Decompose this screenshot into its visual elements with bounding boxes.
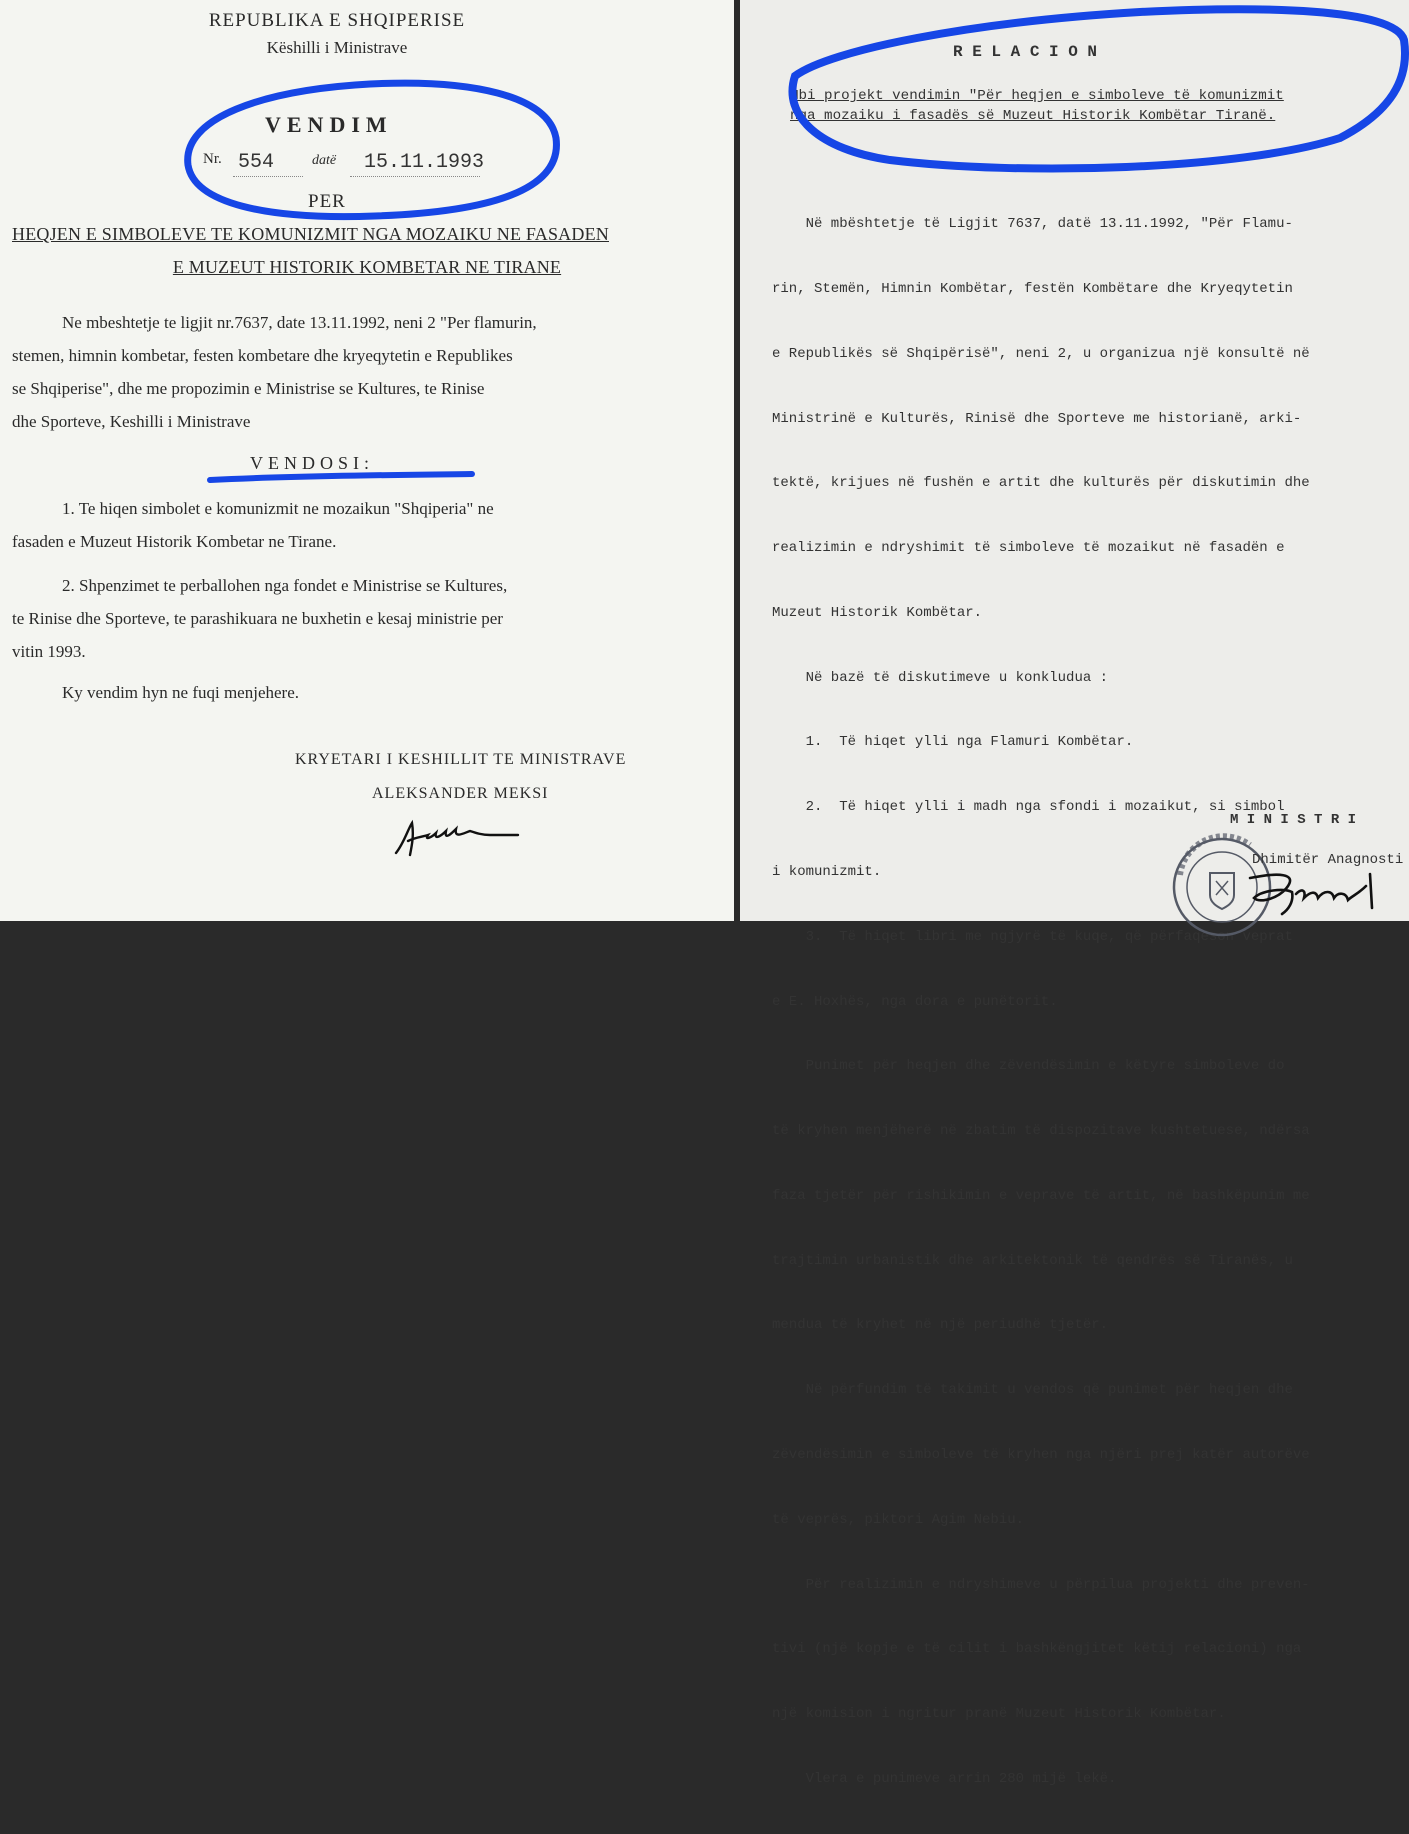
preamble-line: se Shqiperise", dhe me propozimin e Ministrise se Kultures, te Rinise (12, 379, 485, 398)
subject-line-1: HEQJEN E SIMBOLEVE TE KOMUNIZMIT NGA MOZAIKU NE FASADEN (12, 224, 609, 244)
subject-line-2: E MUZEUT HISTORIK KOMBETAR NE TIRANE (172, 257, 562, 277)
signatory-title: KRYETARI I KESHILLIT TE MINISTRAVE (295, 751, 627, 768)
body-line: 2. Të hiqet ylli i madh nga sfondi i mozaikut, si simbol (772, 799, 1285, 816)
date-value: 15.11.1993 (364, 151, 485, 174)
republic-header: REPUBLIKA E SHQIPERISE (208, 10, 466, 31)
nr-label: Nr. (203, 151, 222, 167)
body-line: mendua të kryhet në një periudhë tjetër. (772, 1317, 1109, 1334)
body-line: Punimet për heqjen dhe zëvendësimin e këtyre simboleve do (772, 1058, 1285, 1075)
body-line: tektë, krijues në fushën e artit dhe kulturës për diskutimin dhe (772, 475, 1310, 492)
underline-annotation (210, 474, 472, 480)
vendosi-heading: VENDOSI: (250, 453, 374, 473)
body-line: trajtimin urbanistik dhe arkitektonik të qendrës së Tiranës, u (772, 1252, 1293, 1269)
council-header: Këshilli i Ministrave (266, 38, 408, 57)
body-line: Vlera e punimeve arrin 280 mijë lekë. (772, 1770, 1117, 1787)
point-1 (12, 492, 736, 558)
relacion-subject-line-2: nga mozaiku i fasadës së Muzeut Historik Kombëtar Tiranë. (790, 108, 1276, 124)
minister-name: Dhimitër Anagnosti (1252, 852, 1404, 868)
body-line: Në përfundim të takimit u vendos që punimet për heqjen dhe (772, 1382, 1293, 1399)
body-line: Në bazë të diskutimeve u konkludua : (772, 669, 1109, 686)
body-line: Ministrinë e Kulturës, Rinisë dhe Sporteve me historianë, arki- (772, 410, 1302, 427)
body-line: e Republikës së Shqipërisë", neni 2, u organizua një konsultë në (772, 345, 1310, 362)
vendim-title: VENDIM (265, 112, 393, 137)
nr-dotted-line (233, 176, 303, 177)
relacion-title: R E L A C I O N (953, 43, 1098, 61)
nr-value: 554 (238, 151, 275, 174)
body-line: i komunizmit. (772, 864, 882, 880)
body-line: realizimin e ndryshimit të simboleve të mozaikut në fasadën e (772, 540, 1285, 557)
body-line: zëvendësimin e simboleve të kryhen nga njëri prej katër autorëve (772, 1447, 1310, 1464)
anagnosti-signature (1240, 868, 1380, 921)
relacion-document (740, 0, 1409, 1787)
point-2 (12, 569, 736, 668)
point-line: vitin 1993. (12, 642, 86, 661)
meksi-signature (390, 815, 530, 860)
body-line: një komision i ngritur pranë Muzeut Historik Kombëtar. (772, 1706, 1226, 1723)
point-line: 2. Shpenzimet te perballohen nga fondet e Ministrise se Kultures, (62, 576, 508, 595)
relacion-subject-line-1: Mbi projekt vendimin "Për heqjen e simboleve të komunizmit (790, 88, 1284, 104)
body-line: rin, Stemën, Himnin Kombëtar, festën Kombëtare dhe Kryeqytetin (772, 280, 1293, 297)
signatory-name: ALEKSANDER MEKSI (372, 785, 549, 802)
circle-annotation (188, 83, 557, 216)
relacion-body (772, 171, 1310, 1834)
point-line: fasaden e Muzeut Historik Kombetar ne Tirane. (12, 532, 337, 551)
body-line: Në mbështetje të Ligjit 7637, datë 13.11.1992, "Për Flamu- (772, 216, 1293, 233)
vendim-document (0, 0, 734, 921)
body-line: faza tjetër për rishikimin e veprave të artit, në bashkëpunim me (772, 1187, 1310, 1204)
per-heading: PER (308, 191, 346, 212)
body-line: 1. Të hiqet ylli nga Flamuri Kombëtar. (772, 734, 1134, 751)
date-dotted-line (350, 176, 480, 177)
preamble-line: dhe Sporteve, Keshilli i Ministrave (12, 412, 251, 431)
body-line: Për realizimin e ndryshimeve u përpilua projekti dhe preven- (772, 1576, 1310, 1593)
body-line: e E. Hoxhës, nga dora e punëtorit. (772, 993, 1058, 1010)
body-line: 3. Të hiqet libri me ngjyrë të kuqe, që përfaqëson veprat (772, 928, 1293, 945)
body-line: Muzeut Historik Kombëtar. (772, 604, 983, 621)
body-line: të kryhen menjëherë në zbatim të dispozitave kushtetuese, ndërsa (772, 1123, 1310, 1140)
effect-line: Ky vendim hyn ne fuqi menjehere. (62, 683, 299, 702)
date-label: datë (312, 153, 337, 168)
point-line: 1. Te hiqen simbolet e komunizmit ne mozaikun "Shqiperia" ne (62, 499, 494, 518)
preamble-line: Ne mbeshtetje te ligjit nr.7637, date 13.11.1992, neni 2 "Per flamurin, (62, 313, 537, 332)
preamble-paragraph (12, 306, 736, 438)
point-line: te Rinise dhe Sporteve, te parashikuara ne buxhetin e kesaj ministrie per (12, 609, 503, 628)
body-line: të veprës, piktori Agim Nebiu. (772, 1511, 1025, 1528)
preamble-line: stemen, himnin kombetar, festen kombetare dhe kryeqytetin e Republikes (12, 346, 513, 365)
minister-label: M I N I S T R I (1230, 812, 1357, 828)
body-line: tivi (një kopje e të cilit i bashkëngjitet këtij relacioni) nga (772, 1641, 1302, 1658)
